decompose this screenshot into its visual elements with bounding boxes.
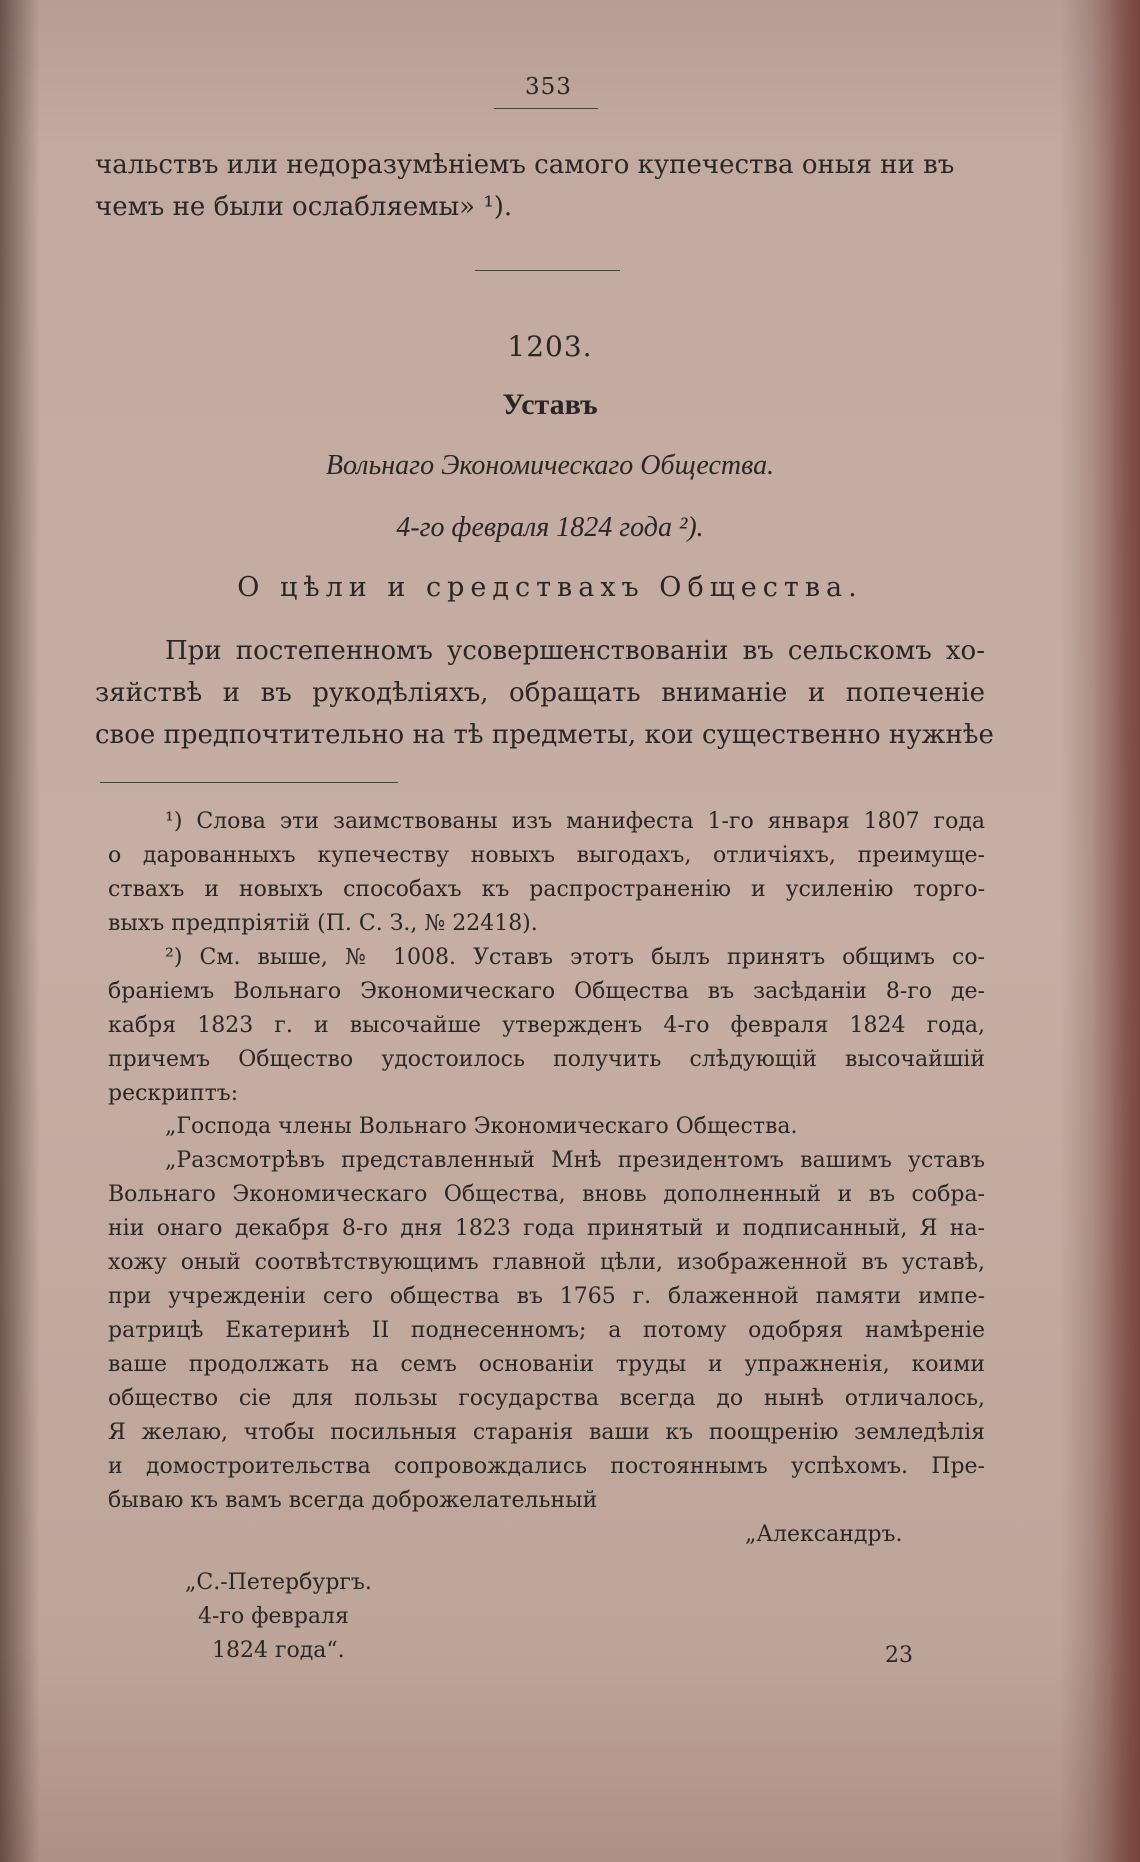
- rescript-line-6: ратрицѣ Екатеринѣ II поднесенномъ; а потому одобряя намѣреніе: [108, 1318, 985, 1343]
- footnote-1-line-3: ствахъ и новыхъ способахъ къ распространенію и усиленію торго-: [108, 877, 985, 902]
- footnote-1-line-1: ¹) Слова эти заимствованы изъ манифеста 1-го января 1807 года: [165, 809, 985, 834]
- signature-mark: 23: [885, 1643, 913, 1668]
- rescript-line-1: „Разсмотрѣвъ представленный Мнѣ президентомъ вашимъ уставъ: [165, 1148, 985, 1173]
- footnote-2-line-3: кабря 1823 г. и высочайше утвержденъ 4-го февраля 1824 года,: [108, 1013, 985, 1038]
- footnote-2-line-1: ²) См. выше, № 1008. Уставъ этотъ былъ принятъ общимъ со-: [165, 945, 985, 970]
- rescript-salutation: „Господа члены Вольнаго Экономическаго Общества.: [165, 1114, 798, 1139]
- page-number: 353: [525, 74, 572, 100]
- rescript-line-11: бываю къ вамъ всегда доброжелательный: [108, 1488, 598, 1513]
- rescript-date-line-2: 1824 года“.: [212, 1638, 345, 1663]
- rescript-signature: „Александръ.: [745, 1522, 903, 1547]
- rescript-line-7: ваше продолжать на семъ основаніи труды и упражненія, коими: [108, 1352, 985, 1377]
- rescript-date-line-1: 4-го февраля: [198, 1604, 349, 1629]
- rescript-line-9: Я желаю, чтобы посильныя старанія ваши къ поощренію земледѣлія: [108, 1420, 985, 1445]
- rescript-line-3: ніи онаго декабря 8-го дня 1823 года принятый и подписанный, Я на-: [108, 1216, 985, 1241]
- top-text-line-1-text: чальствъ или недоразумѣніемъ самого купечества оныя ни въ: [95, 150, 955, 180]
- rescript-line-2: Вольнаго Экономическаго Общества, вновь дополненный и въ собра-: [108, 1182, 985, 1207]
- section-date: 4-го февраля 1824 года ²).: [396, 512, 704, 543]
- rescript-line-8: общество сіе для пользы государства всегда до нынѣ отличалось,: [108, 1386, 985, 1411]
- main-text-line-2: зяйствѣ и въ рукодѣліяхъ, обращать вниманіе и попеченіе: [95, 678, 985, 708]
- section-number: 1203.: [507, 330, 593, 363]
- rescript-line-5: при учрежденіи сего общества въ 1765 г. блаженной памяти импе-: [108, 1284, 985, 1309]
- section-divider: [475, 270, 620, 271]
- page-edge-shadow: [1092, 0, 1140, 1862]
- rescript-place: „С.-Петербургъ.: [185, 1570, 372, 1595]
- rescript-line-10: и домостроительства сопровождались постояннымъ успѣхомъ. Пре-: [108, 1454, 985, 1479]
- footnote-rule: [100, 782, 398, 783]
- main-text-line-3: свое предпочтительно на тѣ предметы, кои существенно нужнѣе: [95, 720, 994, 750]
- footnote-2-line-2: браніемъ Вольнаго Экономическаго Общества въ засѣданіи 8-го де-: [108, 979, 985, 1004]
- section-heading: О цѣли и средствахъ Общества.: [237, 572, 863, 603]
- section-title: Уставъ: [502, 388, 598, 421]
- top-text-line-2: чемъ не были ослабляемы» ¹).: [95, 192, 513, 222]
- rescript-line-4: хожу оный соотвѣтствующимъ главной цѣли, изображенной въ уставѣ,: [108, 1250, 985, 1275]
- footnote-2-line-5: рескриптъ:: [108, 1081, 239, 1106]
- footnote-1-line-2: о дарованныхъ купечеству новыхъ выгодахъ, отличіяхъ, преимуще-: [108, 843, 985, 868]
- top-text-line-1: [95, 150, 985, 180]
- footnote-2-line-4: причемъ Общество удостоилось получить слѣдующій высочайшій: [108, 1047, 985, 1072]
- section-subtitle: Вольнаго Экономическаго Общества.: [325, 450, 775, 481]
- footnote-1-line-4: выхъ предпріятій (П. С. З., № 22418).: [108, 911, 538, 936]
- main-text-line-1: При постепенномъ усовершенствованіи въ сельскомъ хо-: [165, 636, 985, 666]
- page-number-rule: [494, 108, 598, 109]
